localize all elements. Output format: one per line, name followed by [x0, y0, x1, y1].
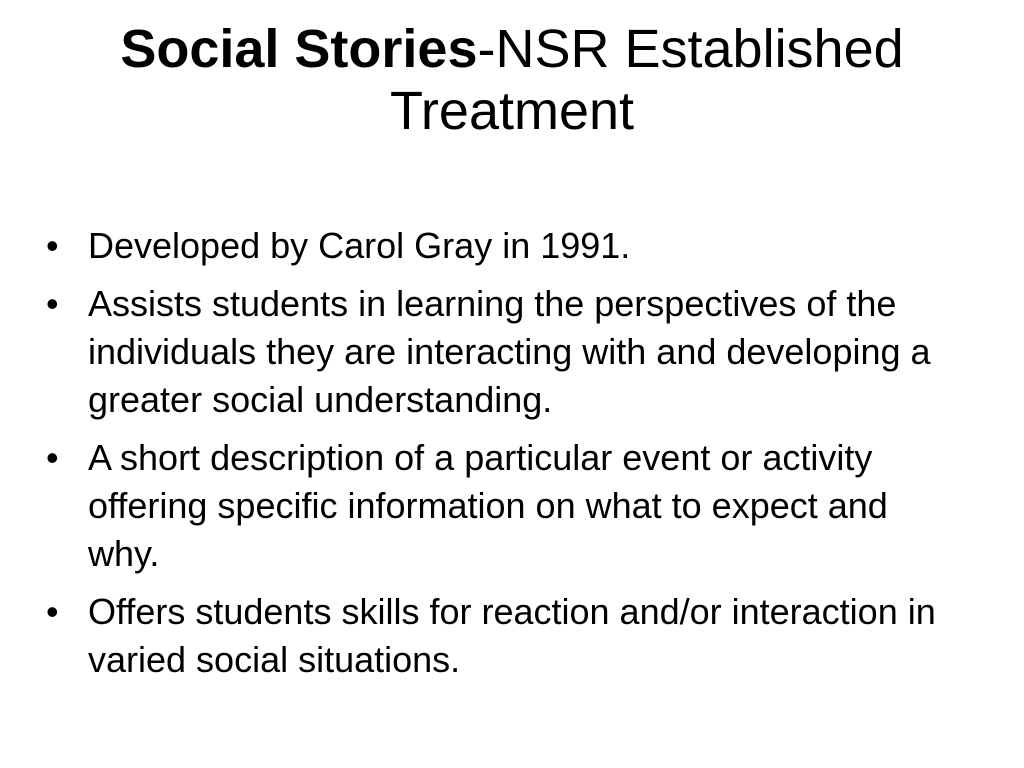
bullet-text: Assists students in learning the perspectives of the individuals they are interacting with and developing a greater social understanding. [88, 283, 931, 420]
bullet-icon: • [46, 283, 59, 324]
bullet-icon: • [46, 591, 59, 632]
slide-title-bold: Social Stories [120, 19, 478, 79]
bullet-icon: • [46, 437, 59, 478]
bullet-item [46, 434, 946, 578]
slide-title-rest: -NSR Established Treatment [389, 19, 904, 141]
bullet-item [46, 222, 946, 270]
bullet-text: A short description of a particular event or activity offering specific information on what to expect and why. [88, 437, 888, 574]
slide-title [40, 18, 984, 142]
bullet-item [46, 280, 946, 424]
bullet-item [46, 588, 946, 684]
bullet-list [46, 222, 946, 694]
bullet-icon: • [46, 225, 59, 266]
bullet-text: Offers students skills for reaction and/or interaction in varied social situations. [88, 591, 936, 680]
bullet-text: Developed by Carol Gray in 1991. [88, 225, 631, 266]
